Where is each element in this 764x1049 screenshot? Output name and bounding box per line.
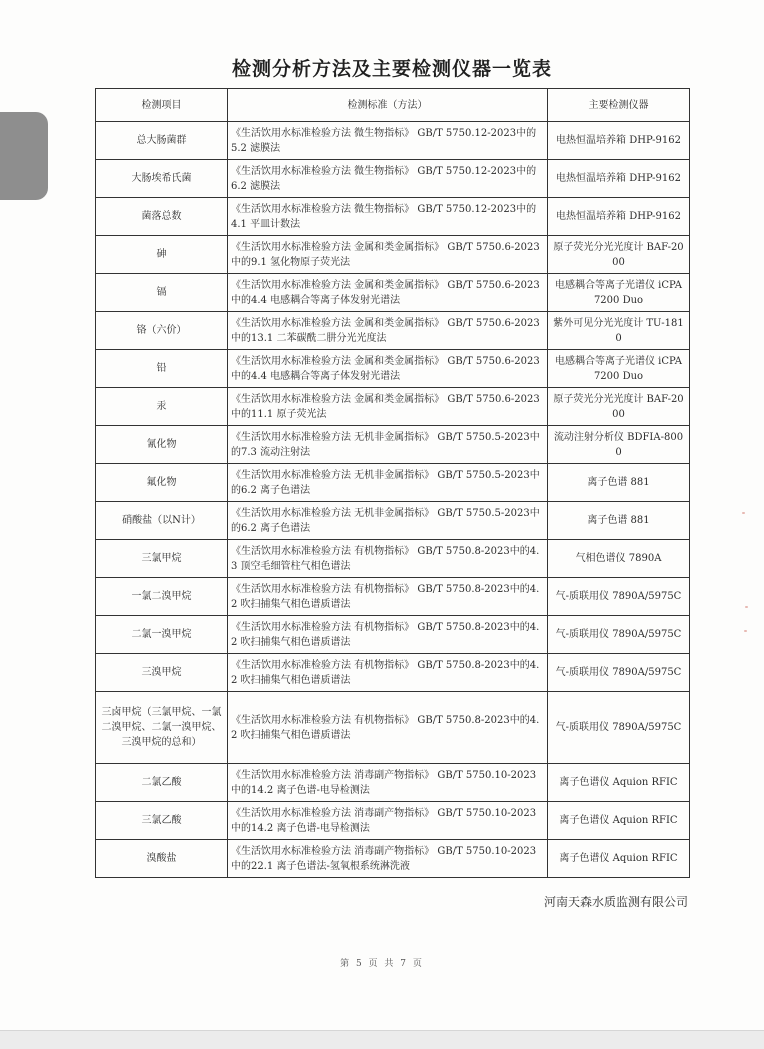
item-cell: 溴酸盐	[96, 840, 228, 878]
instrument-cell: 离子色谱仪 Aquion RFIC	[548, 802, 690, 840]
table-row	[96, 578, 690, 616]
method-cell: 《生活饮用水标准检验方法 有机物指标》 GB/T 5750.8-2023中的4.2 吹扫捕集气相色谱质谱法	[228, 578, 548, 616]
item-cell: 三氯乙酸	[96, 802, 228, 840]
item-cell: 氰化物	[96, 426, 228, 464]
table-row	[96, 764, 690, 802]
item-cell: 三卤甲烷（三氯甲烷、一氯二溴甲烷、二氯一溴甲烷、三溴甲烷的总和）	[96, 692, 228, 764]
paper-speck	[745, 606, 748, 608]
method-cell: 《生活饮用水标准检验方法 微生物指标》 GB/T 5750.12-2023中的4.1 平皿计数法	[228, 198, 548, 236]
item-cell: 三氯甲烷	[96, 540, 228, 578]
method-cell: 《生活饮用水标准检验方法 有机物指标》 GB/T 5750.8-2023中的4.2 吹扫捕集气相色谱质谱法	[228, 692, 548, 764]
method-cell: 《生活饮用水标准检验方法 消毒副产物指标》 GB/T 5750.10-2023中的14.2 离子色谱-电导检测法	[228, 764, 548, 802]
table-body	[96, 122, 690, 878]
document-title: 检测分析方法及主要检测仪器一览表	[231, 58, 552, 80]
instrument-cell: 原子荧光分光光度计 BAF-2000	[548, 236, 690, 274]
method-cell: 《生活饮用水标准检验方法 消毒副产物指标》 GB/T 5750.10-2023中的14.2 离子色谱-电导检测法	[228, 802, 548, 840]
table-row	[96, 464, 690, 502]
table-row	[96, 122, 690, 160]
method-cell: 《生活饮用水标准检验方法 微生物指标》 GB/T 5750.12-2023中的5.2 滤膜法	[228, 122, 548, 160]
method-cell: 《生活饮用水标准检验方法 有机物指标》 GB/T 5750.8-2023中的4.2 吹扫捕集气相色谱质谱法	[228, 616, 548, 654]
instrument-cell: 电感耦合等离子光谱仪 iCPA 7200 Duo	[548, 274, 690, 312]
item-cell: 硝酸盐（以N计）	[96, 502, 228, 540]
method-cell: 《生活饮用水标准检验方法 无机非金属指标》 GB/T 5750.5-2023中的7.3 流动注射法	[228, 426, 548, 464]
method-cell: 《生活饮用水标准检验方法 有机物指标》 GB/T 5750.8-2023中的4.3 顶空毛细管柱气相色谱法	[228, 540, 548, 578]
item-cell: 总大肠菌群	[96, 122, 228, 160]
method-cell: 《生活饮用水标准检验方法 无机非金属指标》 GB/T 5750.5-2023中的6.2 离子色谱法	[228, 502, 548, 540]
method-cell: 《生活饮用水标准检验方法 微生物指标》 GB/T 5750.12-2023中的6.2 滤膜法	[228, 160, 548, 198]
method-cell: 《生活饮用水标准检验方法 无机非金属指标》 GB/T 5750.5-2023中的6.2 离子色谱法	[228, 464, 548, 502]
company-name: 河南天森水质监测有限公司	[543, 895, 688, 909]
table-row	[96, 160, 690, 198]
instrument-cell: 离子色谱 881	[548, 502, 690, 540]
item-cell: 菌落总数	[96, 198, 228, 236]
table-row	[96, 350, 690, 388]
instrument-cell: 离子色谱仪 Aquion RFIC	[548, 764, 690, 802]
table-row	[96, 312, 690, 350]
instrument-cell: 电热恒温培养箱 DHP-9162	[548, 198, 690, 236]
header-method: 检测标准（方法）	[228, 89, 548, 122]
item-cell: 镉	[96, 274, 228, 312]
table-row	[96, 654, 690, 692]
table-row	[96, 840, 690, 878]
header-item: 检测项目	[96, 89, 228, 122]
item-cell: 二氯一溴甲烷	[96, 616, 228, 654]
instrument-cell: 气相色谱仪 7890A	[548, 540, 690, 578]
item-cell: 氟化物	[96, 464, 228, 502]
table-row	[96, 198, 690, 236]
instrument-cell: 原子荧光分光光度计 BAF-2000	[548, 388, 690, 426]
header-instrument: 主要检测仪器	[548, 89, 690, 122]
method-cell: 《生活饮用水标准检验方法 金属和类金属指标》 GB/T 5750.6-2023中的11.1 原子荧光法	[228, 388, 548, 426]
item-cell: 三溴甲烷	[96, 654, 228, 692]
paper-speck	[742, 512, 745, 514]
instrument-cell: 离子色谱 881	[548, 464, 690, 502]
table-row	[96, 502, 690, 540]
instrument-cell: 气-质联用仪 7890A/5975C	[548, 616, 690, 654]
table-row	[96, 616, 690, 654]
table-row	[96, 388, 690, 426]
table-row	[96, 236, 690, 274]
page-number: 第 5 页 共 7 页	[340, 959, 424, 969]
method-cell: 《生活饮用水标准检验方法 金属和类金属指标》 GB/T 5750.6-2023中的9.1 氢化物原子荧光法	[228, 236, 548, 274]
item-cell: 二氯乙酸	[96, 764, 228, 802]
table-row	[96, 274, 690, 312]
instrument-cell: 紫外可见分光光度计 TU-1810	[548, 312, 690, 350]
item-cell: 一氯二溴甲烷	[96, 578, 228, 616]
item-cell: 铅	[96, 350, 228, 388]
item-cell: 汞	[96, 388, 228, 426]
method-cell: 《生活饮用水标准检验方法 金属和类金属指标》 GB/T 5750.6-2023中的4.4 电感耦合等离子体发射光谱法	[228, 350, 548, 388]
item-cell: 铬（六价）	[96, 312, 228, 350]
instrument-cell: 气-质联用仪 7890A/5975C	[548, 692, 690, 764]
table-row	[96, 426, 690, 464]
method-cell: 《生活饮用水标准检验方法 有机物指标》 GB/T 5750.8-2023中的4.2 吹扫捕集气相色谱质谱法	[228, 654, 548, 692]
instrument-cell: 流动注射分析仪 BDFIA-8000	[548, 426, 690, 464]
instrument-cell: 气-质联用仪 7890A/5975C	[548, 654, 690, 692]
paper-speck	[744, 630, 747, 632]
instrument-cell: 电热恒温培养箱 DHP-9162	[548, 122, 690, 160]
table-row	[96, 540, 690, 578]
instrument-cell: 气-质联用仪 7890A/5975C	[548, 578, 690, 616]
method-cell: 《生活饮用水标准检验方法 消毒副产物指标》 GB/T 5750.10-2023中的22.1 离子色谱法-氢氧根系统淋洗液	[228, 840, 548, 878]
instrument-cell: 离子色谱仪 Aquion RFIC	[548, 840, 690, 878]
instrument-cell: 电热恒温培养箱 DHP-9162	[548, 160, 690, 198]
item-cell: 大肠埃希氏菌	[96, 160, 228, 198]
binder-tab	[0, 112, 48, 200]
method-cell: 《生活饮用水标准检验方法 金属和类金属指标》 GB/T 5750.6-2023中的4.4 电感耦合等离子体发射光谱法	[228, 274, 548, 312]
table-row	[96, 692, 690, 764]
item-cell: 砷	[96, 236, 228, 274]
scan-bottom-edge	[0, 1030, 764, 1049]
instrument-cell: 电感耦合等离子光谱仪 iCPA 7200 Duo	[548, 350, 690, 388]
method-cell: 《生活饮用水标准检验方法 金属和类金属指标》 GB/T 5750.6-2023中的13.1 二苯碳酰二肼分光光度法	[228, 312, 548, 350]
table-header-row	[96, 89, 690, 122]
table-row	[96, 802, 690, 840]
methods-table	[95, 88, 690, 878]
